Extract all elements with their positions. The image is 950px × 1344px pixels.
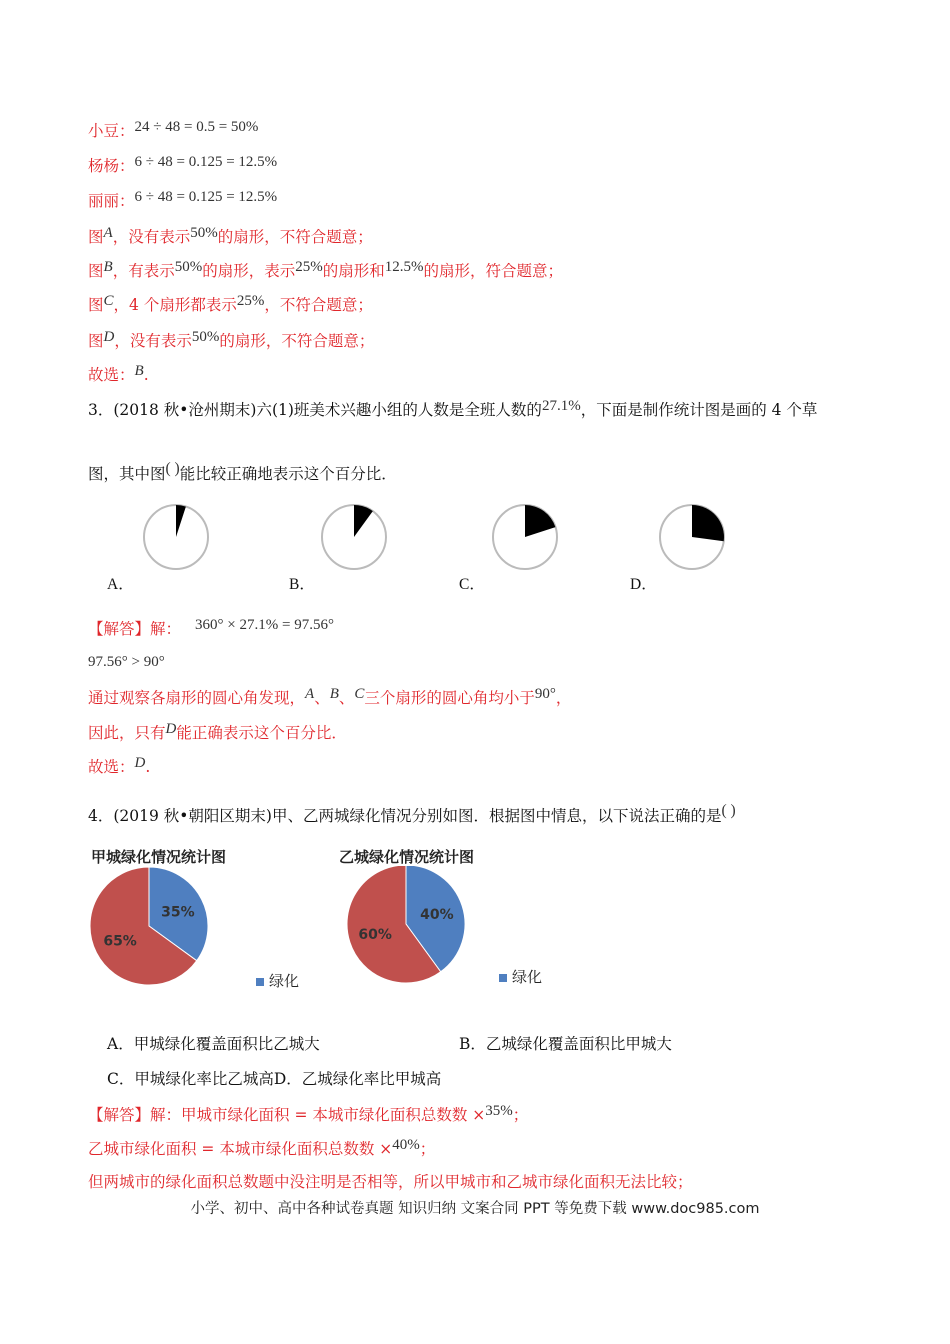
q4-option-a[interactable]: A．甲城绿化覆盖面积比乙城大 bbox=[107, 1035, 320, 1053]
pie-slice-label: 40% bbox=[420, 906, 454, 923]
q3-answer-line2: 97.56° > 90° bbox=[88, 654, 165, 670]
line-fig-d: 图D，没有表示50%的扇形，不符合题意； bbox=[88, 329, 375, 350]
q3-answer-line4: 因此，只有D能正确表示这个百分比． bbox=[88, 721, 347, 742]
green-pie-charts bbox=[0, 866, 950, 1006]
q4-answer-line3: 但两城市的绿化面积总数题中没注明是否相等，所以甲城市和乙城市绿化面积无法比较； bbox=[88, 1173, 693, 1191]
q4-option-c bbox=[107, 1068, 441, 1090]
q3-stem-line2: 图，其中图( )能比较正确地表示这个百分比． bbox=[88, 460, 397, 483]
q4-option-b[interactable]: B．乙城绿化覆盖面积比甲城大 bbox=[459, 1035, 672, 1053]
line-choose-b: 故选：B. bbox=[88, 363, 149, 384]
chart-jia-title: 甲城绿化情况统计图 bbox=[91, 848, 227, 866]
line-fig-a: 图A，没有表示50%的扇形，不符合题意； bbox=[88, 225, 373, 246]
sketch-sector bbox=[692, 505, 724, 541]
q4-answer-line2: 乙城市绿化面积 = 本城市绿化面积总数数 ×40%； bbox=[88, 1137, 436, 1158]
line-yangyang: 杨杨：6 ÷ 48 = 0.125 = 12.5% bbox=[88, 154, 278, 175]
pie-slice-label: 65% bbox=[103, 933, 137, 950]
chart-yi-title: 乙城绿化情况统计图 bbox=[339, 848, 475, 866]
pie-slice-label: 35% bbox=[161, 904, 195, 921]
chart-jia-legend: 绿化 bbox=[256, 970, 299, 991]
line-xiaodou: 小豆：24 ÷ 48 = 0.5 = 50% bbox=[88, 119, 259, 140]
q3-answer-line5: 故选：D. bbox=[88, 755, 151, 776]
q3-option-a[interactable]: A． bbox=[107, 576, 134, 593]
q4-stem: 4．(2019 秋•朝阳区期末)甲、乙两城绿化情况分别如图．根据图中情息，以下说法正确的是( ) bbox=[88, 802, 736, 825]
chart-yi-legend: 绿化 bbox=[499, 966, 542, 987]
line-lili: 丽丽：6 ÷ 48 = 0.125 = 12.5% bbox=[88, 189, 278, 210]
q3-stem-line1: 3．(2018 秋•沧州期末)六(1)班美术兴趣小组的人数是全班人数的27.1%，下面是制作统计图是画的 4 个草 bbox=[88, 398, 818, 419]
q3-option-b[interactable]: B． bbox=[289, 576, 315, 593]
q4-option-c-label[interactable]: C．甲城绿化率比乙城高 bbox=[107, 1070, 274, 1088]
q4-option-d-label[interactable]: D．乙城绿化率比甲城高 bbox=[273, 1070, 442, 1088]
pie-slice-label: 60% bbox=[358, 927, 392, 944]
q3-answer-line3: 通过观察各扇形的圆心角发现，A、B、C三个扇形的圆心角均小于90°， bbox=[88, 686, 572, 707]
q3-option-c[interactable]: C． bbox=[459, 576, 485, 593]
q3-answer-line1: 【解答】解： 360° × 27.1% = 97.56° bbox=[88, 617, 334, 638]
legend-swatch bbox=[256, 978, 264, 986]
q4-answer-line1: 【解答】解：甲城市绿化面积 = 本城市绿化面积总数数 ×35%； bbox=[88, 1103, 529, 1124]
q3-option-d[interactable]: D． bbox=[630, 576, 657, 593]
footer: 小学、初中、高中各种试卷真题 知识归纳 文案合同 PPT 等免费下载 www.doc985.com bbox=[190, 1201, 760, 1217]
legend-swatch bbox=[499, 974, 507, 982]
line-fig-c: 图C，4 个扇形都表示25%，不符合题意； bbox=[88, 293, 373, 314]
line-fig-b: 图B，有表示50%的扇形，表示25%的扇形和12.5%的扇形，符合题意； bbox=[88, 259, 563, 280]
